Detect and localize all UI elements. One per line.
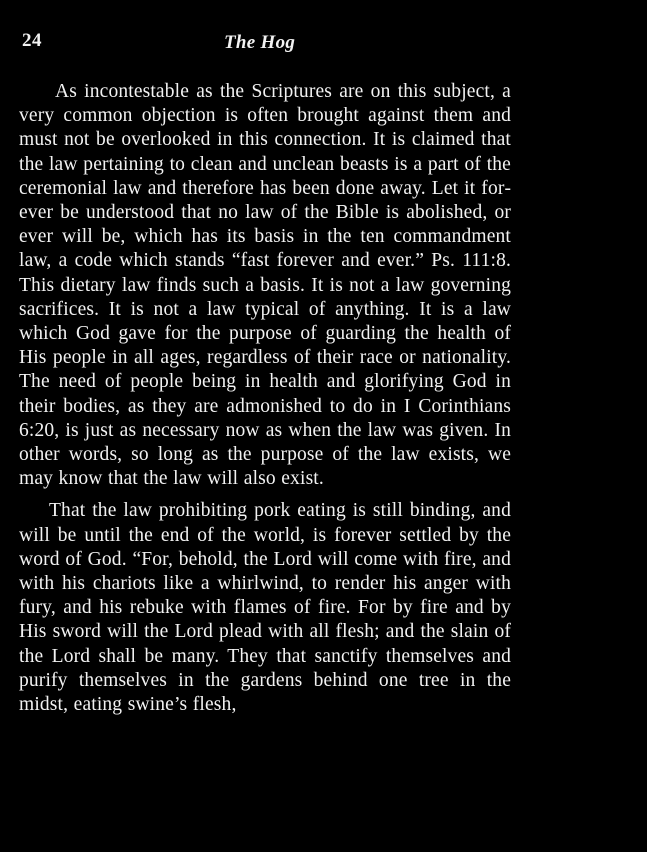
body-text bbox=[19, 80, 511, 717]
paragraph: As incontestable as the Scriptures are on this subject, a very common objection is often brought against them and must not be overlooked in this connection. It is claimed that the law pertaining to clean and unclean beasts is a part of the ceremonial law and therefore has been done away. Let it forever be understood that no law of the Bible is abolished, or ever will be, which has its basis in the ten commandment law, a code which stands “fast forever and ever.” Ps. 111:8. This dietary law finds such a basis. It is not a law governing sacrifices. It is not a law typical of anything. It is a law which God gave for the purpose of guarding the health of His people in all ages, regardless of their race or nationality. The need of people being in health and glorifying God in their bodies, as they are admonished to do in I Corinthians 6:20, is just as necessary now as when the law was given. In other words, so long as the purpose of the law exists, we may know that the law will also exist. bbox=[19, 81, 511, 490]
paragraph: That the law prohibiting pork eating is still binding, and will be until the end of the world, is forever settled by the word of God. “For, behold, the Lord will come with fire, and with his chariots like a whirlwind, to render his anger with fury, and his rebuke with flames of fire. For by fire and by His sword will the Lord plead with all flesh; and the slain of the Lord shall be many. They that sanctify themselves and purify themselves in the gardens behind one tree in the midst, eating swine’s flesh, bbox=[19, 500, 511, 716]
page-number: 24 bbox=[22, 30, 42, 51]
page-header bbox=[22, 30, 622, 60]
running-title: The Hog bbox=[224, 32, 296, 53]
